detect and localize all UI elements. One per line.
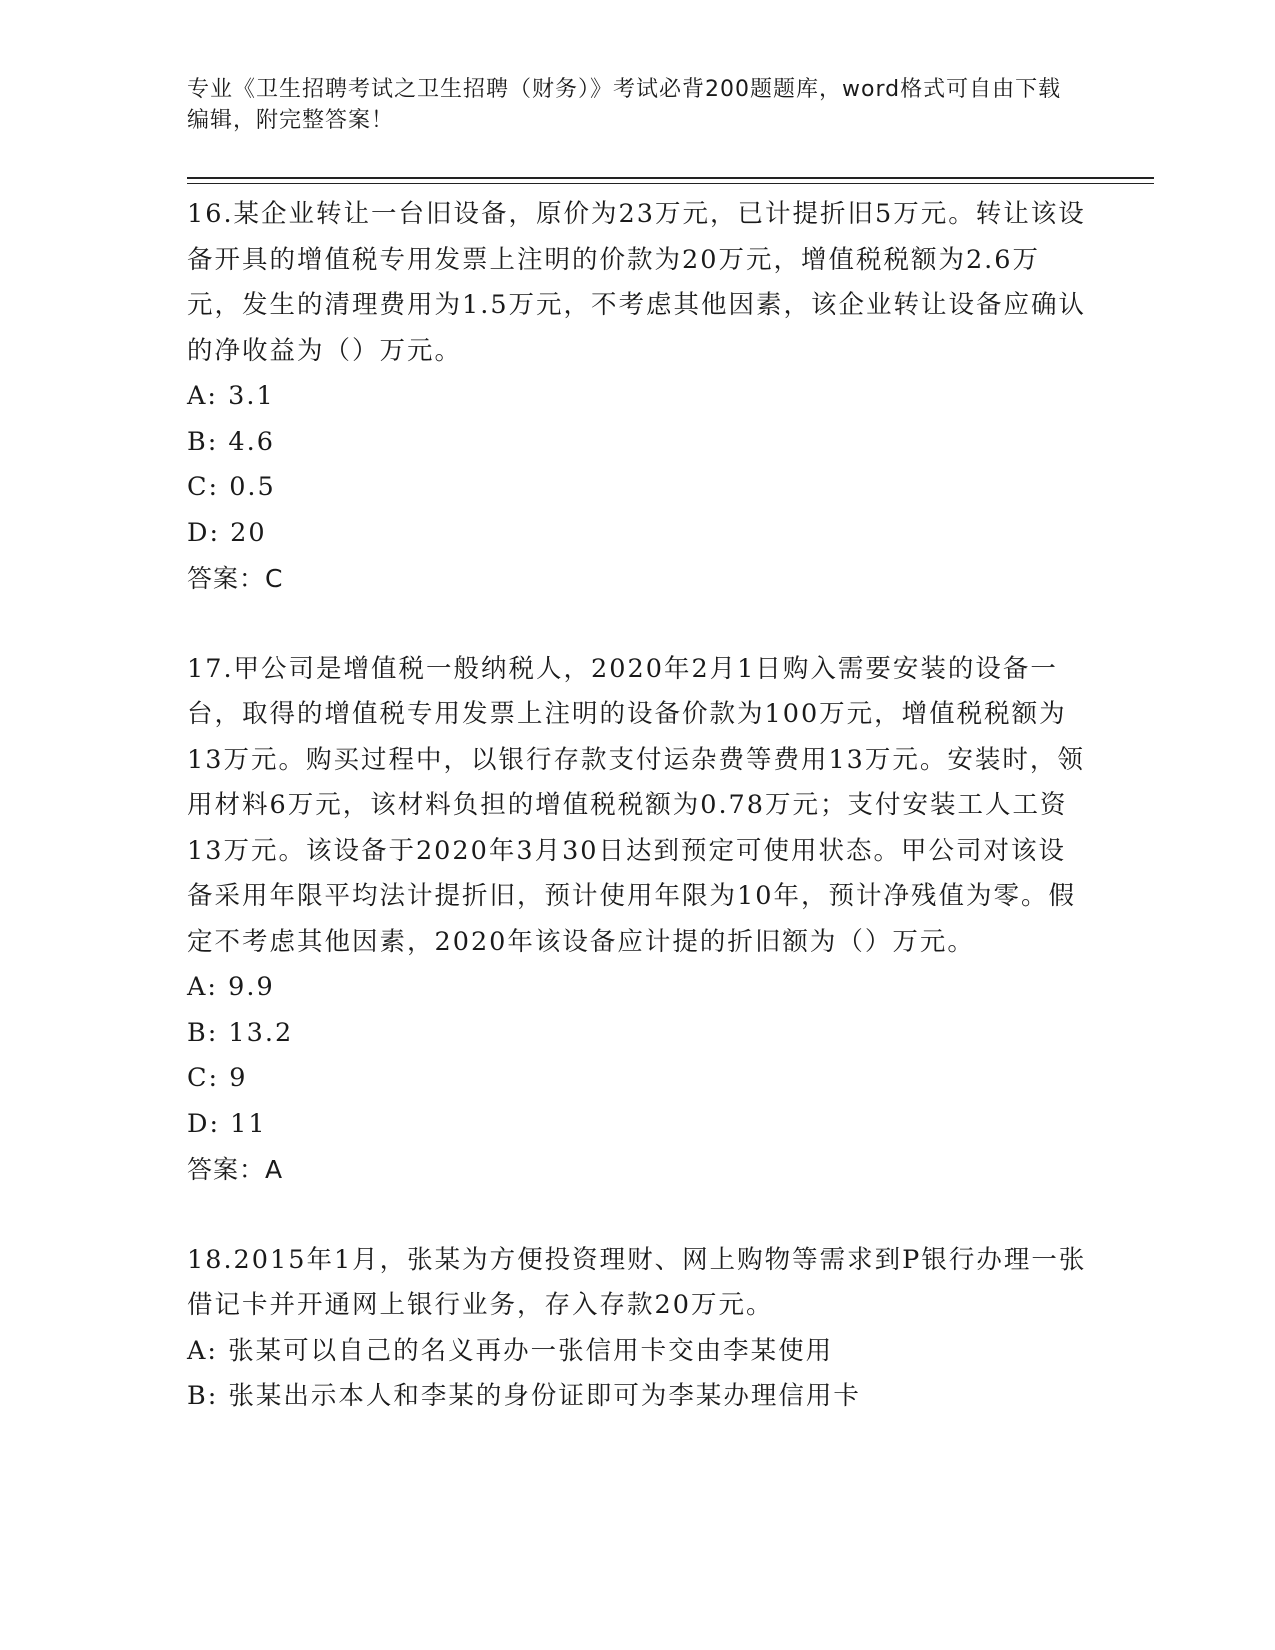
header-divider-thin [187,183,1154,184]
question-stem: 16.某企业转让一台旧设备，原价为23万元，已计提折旧5万元。转让该设备开具的增值税专用发票上注明的价款为20万元，增值税税额为2.6万元，发生的清理费用为1.5万元，不考虑其他因素，该企业转让设备应确认的净收益为（）万元。 [187,199,1087,366]
header-divider-thick [187,177,1154,179]
option-a: A: 9.9 [187,972,275,1002]
question-stem: 17.甲公司是增值税一般纳税人，2020年2月1日购入需要安装的设备一台，取得的增值税专用发票上注明的设备价款为100万元，增值税税额为13万元。购买过程中，以银行存款支付运杂费等费用13万元。安装时，领用材料6万元，该材料负担的增值税税额为0.78万元；支付安装工人工资13万元。该设备于2020年3月30日达到预定可使用状态。甲公司对该设备采用年限平均法计提折旧，预计使用年限为10年，预计净残值为零。假定不考虑其他因素，2020年该设备应计提的折旧额为（）万元。 [187,653,1085,957]
option-d: D: 20 [187,517,267,548]
option-c: C: 0.5 [187,472,276,502]
question-stem: 18.2015年1月，张某为方便投资理财、网上购物等需求到P银行办理一张借记卡并开通网上银行业务，存入存款20万元。 [187,1244,1087,1320]
question-16 [187,192,1087,602]
option-a: A: 3.1 [187,381,275,411]
option-d: D: 11 [187,1108,267,1139]
document-header: 专业《卫生招聘考试之卫生招聘（财务）》考试必背200题题库，word格式可自由下载编辑，附完整答案！ [187,77,1062,133]
question-18 [187,1238,1087,1420]
question-17 [187,647,1087,1193]
option-b: B: 13.2 [187,1017,294,1048]
option-c: C: 9 [187,1063,248,1093]
option-b: B: 4.6 [187,426,275,457]
answer-text: 答案：C [187,564,284,593]
option-b: B: 张某出示本人和李某的身份证即可为李某办理信用卡 [187,1381,861,1411]
answer-text: 答案：A [187,1155,284,1184]
option-a: A: 张某可以自己的名义再办一张信用卡交由李某使用 [187,1335,834,1366]
question-list [187,192,1087,1420]
